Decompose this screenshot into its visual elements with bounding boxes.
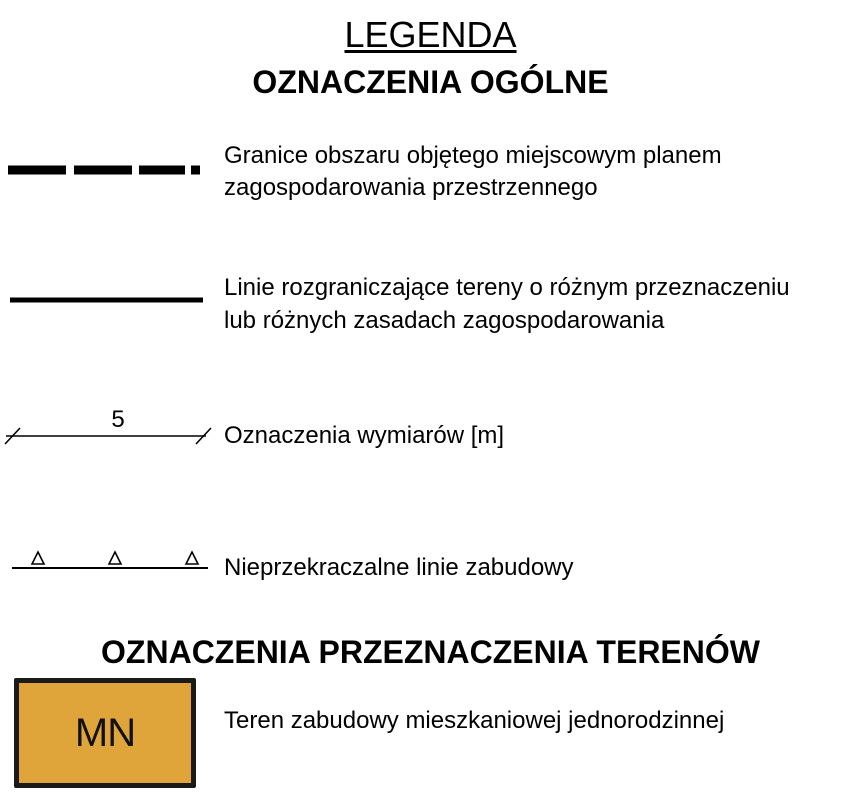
demarcation-line-description-line2: lub różnych zasadach zagospodarowania [224,307,665,334]
building-line-triangle-1 [32,552,44,564]
demarcation-line-description-line1: Linie rozgraniczające tereny o różnym przeznaczeniu [224,274,790,301]
building-line-triangle-2 [109,552,121,564]
legend-title: LEGENDA [344,14,517,55]
plan-boundary-description-line2: zagospodarowania przestrzennego [224,174,598,201]
building-line-triangle-3 [186,552,198,564]
dimension-description: Oznaczenia wymiarów [m] [224,422,505,449]
landuse-markings-heading: OZNACZENIA PRZEZNACZENIA TERENÓW [101,634,760,670]
plan-boundary-description-line1: Granice obszaru objętego miejscowym planem [224,142,722,169]
mn-zone-code: MN [74,711,136,755]
demarcation-line-symbol [8,290,208,310]
building-line-symbol [12,546,212,576]
general-markings-heading: OZNACZENIA OGÓLNE [252,64,609,100]
dimension-value-label: 5 [111,406,125,433]
building-line-description: Nieprzekraczalne linie zabudowy [224,554,574,581]
plan-boundary-symbol [6,160,206,180]
mn-zone-description: Teren zabudowy mieszkaniowej jednorodzinnej [224,707,725,734]
mn-zone-swatch [14,678,196,788]
